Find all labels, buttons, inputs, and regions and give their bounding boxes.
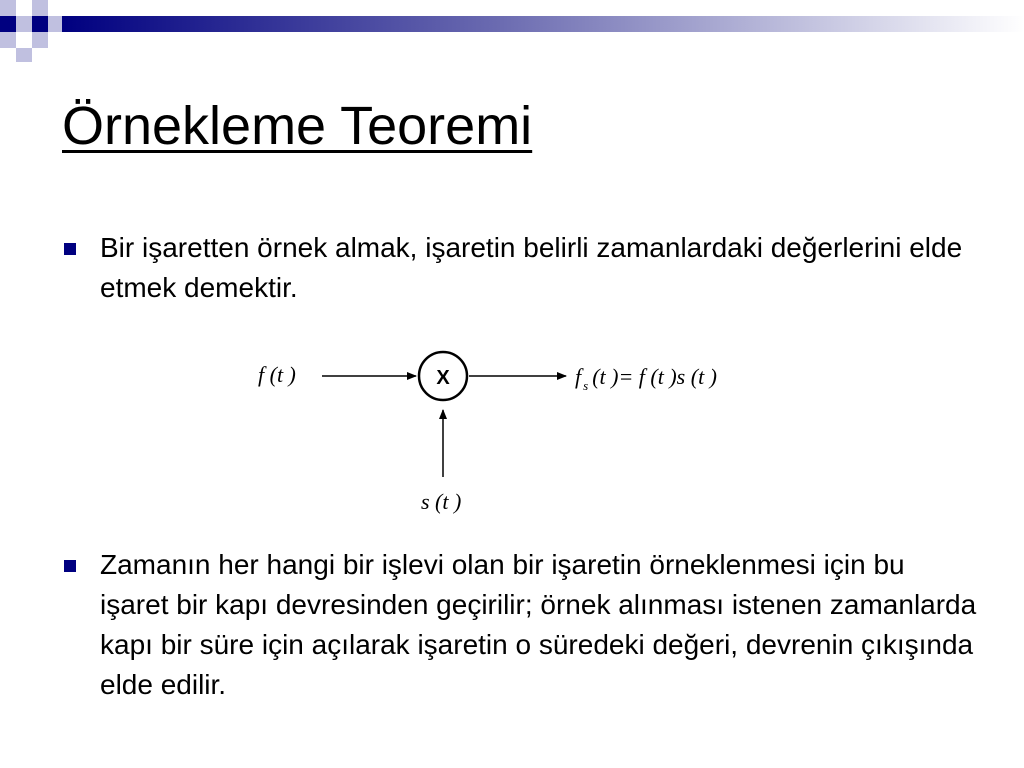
square-bullet-icon (64, 560, 76, 572)
bullet-text-1: Bir işaretten örnek almak, işaretin belirli zamanlardaki değerlerini elde etmek demektir. (100, 232, 963, 303)
output-subscript: s (583, 378, 589, 393)
slide-title: Örnekleme Teoremi (62, 96, 533, 156)
bullet-text-2: Zamanın her hangi bir işlevi olan bir işaretin örneklenmesi için bu işaret bir kapı devresinden geçirilir; örnek alınması istenen zamanlarda kapı bir süre için açılarak işaretin o süredeki değeri, devrenin çıkışında elde edilir. (100, 549, 977, 700)
multiplier-symbol: X (436, 367, 450, 389)
sampling-signal-label: s (t ) (421, 489, 462, 514)
output-equation: (t )= f (t )s (t ) (592, 364, 718, 389)
output-f: f (575, 364, 582, 389)
output-signal-label (575, 364, 717, 393)
input-signal-label: f (t ) (258, 362, 296, 387)
